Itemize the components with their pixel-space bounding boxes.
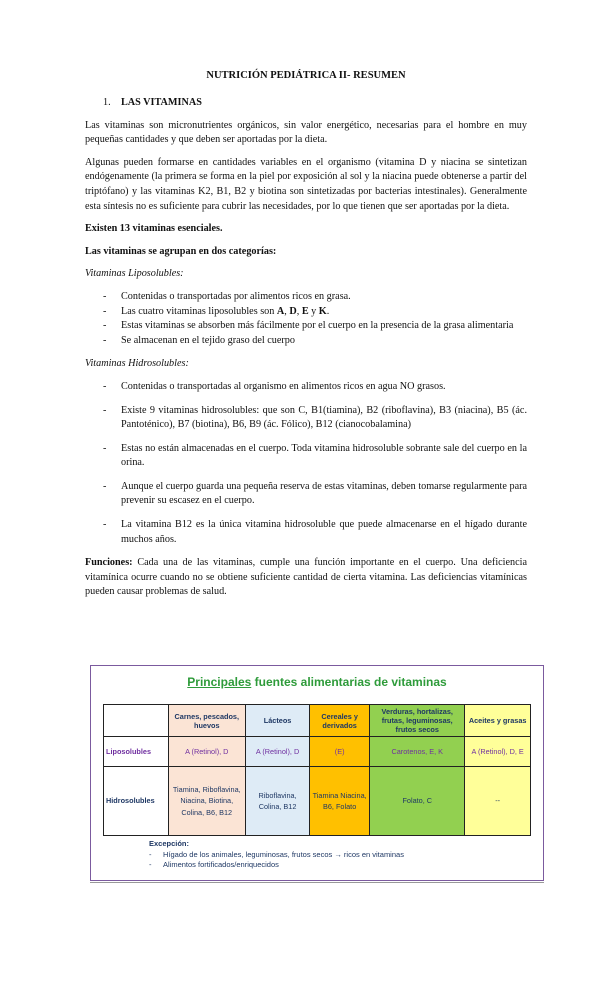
- paragraph-synthesis: Algunas pueden formarse en cantidades variables en el organismo (vitamina D y niacina se sintetizan endógenamente (la primera se forma en la piel por exposición al sol y la niacina puede obtenerse a partir del triptófano) y las vitaminas K2, B1, B2 y biotina son sintetizadas por bacterias intestinales). Generalmente esta síntesis no es suficiente para cubrir las necesidades, por lo que tienen que ser aportadas por la dieta.: [85, 156, 527, 212]
- list-item-text: Las cuatro vitaminas liposolubles son: [121, 305, 277, 317]
- table-cell: Folato, C: [370, 767, 465, 836]
- table-cell: A (Retinol), D: [246, 737, 310, 767]
- list-item-text: Contenidas o transportadas por alimentos ricos en grasa.: [121, 290, 351, 302]
- exception-heading: Excepción:: [149, 839, 190, 848]
- funciones-text: Cada una de las vitaminas, cumple una función importante en el cuerpo. Una deficiencia vitamínica ocurre cuando no se obtiene suficiente cantidad de cierta vitamina. Las deficiencias vitamínicas pueden causar problemas de salud.: [85, 557, 527, 598]
- figure-title-underlined: Principales: [187, 675, 252, 689]
- list-item-text: Existe 9 vitaminas hidrosolubles: que son C, B1(tiamina), B2 (riboflavina), B3 (niacina), B5 (ác. Pantoténico), B7 (biotina), B6, B9 (ác. Fólico), B12 (cianocobalamina): [121, 404, 527, 431]
- document-title: NUTRICIÓN PEDIÁTRICA II- RESUMEN: [206, 70, 406, 81]
- dash-bullet: -: [103, 404, 107, 416]
- row-header: Liposolubles: [104, 737, 169, 767]
- table-cell: Tiamina Niacina, B6, Folato: [310, 767, 370, 836]
- figure-title-rest: fuentes alimentarias de vitaminas: [251, 675, 447, 689]
- list-item-text: Estas no están almacenadas en el cuerpo. Toda vitamina hidrosoluble sobrante sale del cuerpo en la orina.: [121, 442, 527, 469]
- table-cell: --: [465, 767, 531, 836]
- section-label: LAS VITAMINAS: [121, 97, 202, 108]
- funciones-label: Funciones:: [85, 557, 133, 569]
- separator: .: [326, 305, 330, 317]
- list-item: [85, 518, 527, 547]
- dash-bullet: -: [103, 380, 107, 392]
- section-number: 1.: [103, 97, 111, 108]
- table-cell: A (Retinol), D, E: [465, 737, 531, 767]
- table-row: [104, 737, 531, 767]
- list-item-text: Contenidas o transportadas al organismo en alimentos ricos en agua NO grasos.: [121, 380, 446, 392]
- list-item-text: Estas vitaminas se absorben más fácilmente por el cuerpo en la presencia de la grasa alimentaria: [121, 320, 514, 332]
- vitamin-sources-figure: [90, 665, 544, 881]
- dash-bullet: -: [103, 480, 107, 492]
- dash-bullet: -: [103, 305, 107, 317]
- table-corner-cell: [104, 705, 169, 737]
- table-cell: Riboflavina, Colina, B12: [246, 767, 310, 836]
- dash-bullet: -: [103, 519, 107, 531]
- table-row: [104, 767, 531, 836]
- separator: ,: [296, 305, 302, 317]
- liposolubles-heading: Vitaminas Liposolubles:: [85, 268, 184, 280]
- dash-bullet: -: [103, 290, 107, 302]
- vitamin-a: A: [276, 305, 285, 317]
- list-item: [85, 305, 527, 320]
- list-item-text: La vitamina B12 es la única vitamina hidrosoluble que puede almacenarse en el hígado durante muchos años.: [121, 519, 527, 545]
- column-header: Carnes, pescados, huevos: [168, 705, 246, 737]
- figure-title: [91, 675, 543, 689]
- hidrosolubles-list: [85, 380, 527, 547]
- table-cell: (E): [310, 737, 370, 767]
- list-item-text: Se almacenan en el tejido graso del cuerpo: [121, 334, 295, 346]
- dash-bullet: -: [149, 849, 152, 859]
- column-header: Aceites y grasas: [465, 705, 531, 737]
- table-cell: Carotenos, E, K: [370, 737, 465, 767]
- row-header: Hidrosolubles: [104, 767, 169, 836]
- list-item-text: Aunque el cuerpo guarda una pequeña reserva de estas vitaminas, deben tomarse regularmente para prevenir su escasez en el cuerpo.: [121, 480, 527, 507]
- list-item: [85, 404, 527, 433]
- document-body: [85, 92, 527, 608]
- dash-bullet: -: [103, 442, 107, 454]
- dash-bullet: -: [103, 334, 107, 346]
- exception-item: [149, 860, 404, 871]
- separator: ,: [284, 305, 290, 317]
- exception-item-text: Alimentos fortificados/enriquecidos: [163, 860, 279, 869]
- list-item: [85, 442, 527, 471]
- column-header: Lácteos: [246, 705, 310, 737]
- vitamin-sources-table: [103, 704, 531, 836]
- paragraph-funciones: [85, 556, 527, 600]
- table-header-row: [104, 705, 531, 737]
- paragraph-categories: Las vitaminas se agrupan en dos categorías:: [85, 245, 277, 257]
- vitamin-e: E: [301, 305, 309, 317]
- exception-item: [149, 850, 404, 861]
- dash-bullet: -: [103, 320, 107, 332]
- table-cell: Tiamina, Riboflavina, Niacina, Biotina, Colina, B6, B12: [168, 767, 246, 836]
- figure-bottom-rule: [90, 880, 544, 883]
- section-heading: [85, 96, 527, 111]
- table-cell: A (Retinol), D: [168, 737, 246, 767]
- column-header: Verduras, hortalizas, frutas, leguminosas, frutos secos: [370, 705, 465, 737]
- paragraph-intro: Las vitaminas son micronutrientes orgánicos, sin valor energético, necesarias para el hombre en muy pequeñas cantidades y que deben ser aportadas por la dieta.: [85, 119, 527, 146]
- list-item: [85, 290, 527, 305]
- exception-item-text: Hígado de los animales, leguminosas, frutos secos → ricos en vitaminas: [163, 849, 404, 859]
- liposolubles-list: [85, 290, 527, 348]
- vitamin-k: K: [318, 305, 327, 317]
- dash-bullet: -: [149, 860, 152, 869]
- list-item: [85, 380, 527, 395]
- paragraph-essential: Existen 13 vitaminas esenciales.: [85, 223, 223, 235]
- list-item: [85, 334, 527, 349]
- exception-note: [149, 839, 404, 871]
- separator: y: [308, 305, 319, 317]
- list-item: [85, 319, 527, 334]
- hidrosolubles-heading: Vitaminas Hidrosolubles:: [85, 358, 189, 370]
- list-item: [85, 480, 527, 509]
- column-header: Cereales y derivados: [310, 705, 370, 737]
- vitamin-d: D: [289, 305, 297, 317]
